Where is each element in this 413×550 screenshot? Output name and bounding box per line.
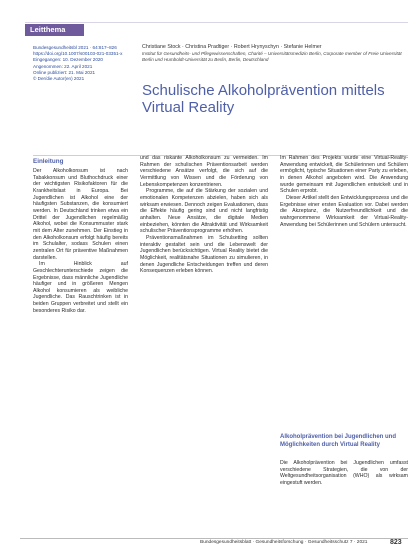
meta-accepted: Angenommen: 22. April 2021 (33, 63, 93, 69)
page-number: 823 (390, 539, 402, 546)
meta-copyright: © Der/die Autor(en) 2021 (33, 76, 85, 82)
paragraph: Im Rahmen des Projekts wurde eine Virtual-Reality-Anwendung entwickelt, die Schülerinnen und Schülern ermöglicht, typische Situationen einer Party zu erleben, in denen Alkohol angeboten wird. Die Anwendung wurde gemeinsam mit Jugendlichen entwickelt und in Schulen erprobt. (280, 155, 408, 195)
sub-heading: Alkoholprävention bei Jugendlichen und Möglichkeiten durch Virtual Reality (280, 434, 397, 448)
authors: Christiane Stock · Christina Pradtiger · Robert Hrynyschyn · Stefanie Helmer (142, 44, 322, 50)
meta-doi-link[interactable]: https://doi.org/10.1007/s00103-021-03351-x (33, 51, 123, 57)
affiliation: Institut für Gesundheits- und Pflegewissenschaften, Charité – Universitätsmedizin Berlin, Corporate member of Freie Universität Berlin und Humboldt-Universität zu Berlin, Berlin, Deutschland (142, 51, 402, 62)
top-rule (25, 22, 408, 23)
section-heading: Einleitung (33, 158, 64, 165)
footer-journal: Bundesgesundheitsblatt · Gesundheitsforschung · Gesundheitsschutz 7 · 2021 (200, 540, 368, 545)
text-column-2 (140, 155, 268, 530)
paragraph: Dieser Artikel stellt den Entwicklungsprozess und die Ergebnisse einer ersten Evaluation vor. Dabei werden die Akzeptanz, die Nutzerfreundlichkeit und die wahrgenommene Wirksamkeit der Virtual-Reality-Anwendung bei Schülerinnen und Schülern untersucht. (280, 194, 408, 228)
paragraph: und das riskante Alkoholkonsum zu vermeiden. Im Rahmen der schulischen Präventionsarbeit werden verschiedene Ansätze verfolgt, die sich auf die Vermittlung von Wissen und die Förderung von Lebenskompetenzen konzentrieren. (140, 155, 268, 188)
meta-published: Online publiziert: 21. Mai 2021 (33, 69, 96, 75)
article-title: Schulische Alkoholprävention mittels Virtual Reality (142, 82, 385, 116)
paragraph: Im Hinblick auf Geschlechterunterschiede zeigen die Ergebnisse, dass männliche Jugendliche häufiger und in größeren Mengen Alkohol konsumieren als weibliche Jugendliche. Das Rauschtrinken ist in beiden Gruppen verbreitet und stellt ein besonderes Risiko dar. (33, 261, 128, 314)
meta-citation: Bundesgesundheitsbl 2021 · 64:817–826 (33, 45, 117, 50)
text-column-3-continued (280, 460, 408, 530)
paragraph: Die Alkoholprävention bei Jugendlichen umfasst verschiedene Strategien, die von der Weltgesundheitsorganisation (WHO) als wirksam eingestuft werden. (280, 460, 408, 486)
meta-received: Eingegangen: 10. Dezember 2020 (33, 57, 103, 63)
footer-rule (20, 538, 408, 539)
text-column-3 (280, 155, 408, 430)
paragraph: Präventionsmaßnahmen im Schulsetting sollten interaktiv gestaltet sein und die Lebenswelt der Jugendlichen berücksichtigen. Virtual Reality bietet die Möglichkeit, realitätsnahe Situationen zu simulieren, in denen Jugendliche Entscheidungen treffen und deren Konsequenzen erleben können. (140, 234, 268, 275)
category-tag: Leitthema (25, 24, 84, 36)
paragraph: Der Alkoholkonsum ist nach Tabakkonsum und Bluthochdruck einer der wichtigsten Risikofaktoren für die Krankheitslast in Europa. Bei Jugendlichen ist Alkohol eine der häufigsten Substanzen, die konsumiert werden. In Deutschland trinken etwa ein Drittel der Jugendlichen regelmäßig Alkohol, wobei die Konsummuster stark mit dem Alter zunehmen. Der Einstieg in den Alkoholkonsum erfolgt häufig bereits im Schulalter, sodass Schulen einen zentralen Ort für präventive Maßnahmen darstellen. (33, 168, 128, 261)
text-column-1 (33, 168, 128, 530)
article-meta (33, 45, 129, 82)
paragraph: Programme, die auf die Stärkung der sozialen und emotionalen Kompetenzen abzielen, haben sich als wirksam erwiesen. Dennoch zeigen Evaluationen, dass die Effekte häufig gering sind und nicht langfristig anhalten. Neue Ansätze, die digitale Medien einbeziehen, könnten die Attraktivität und Wirksamkeit schulischer Präventionsprogramme erhöhen. (140, 188, 268, 235)
